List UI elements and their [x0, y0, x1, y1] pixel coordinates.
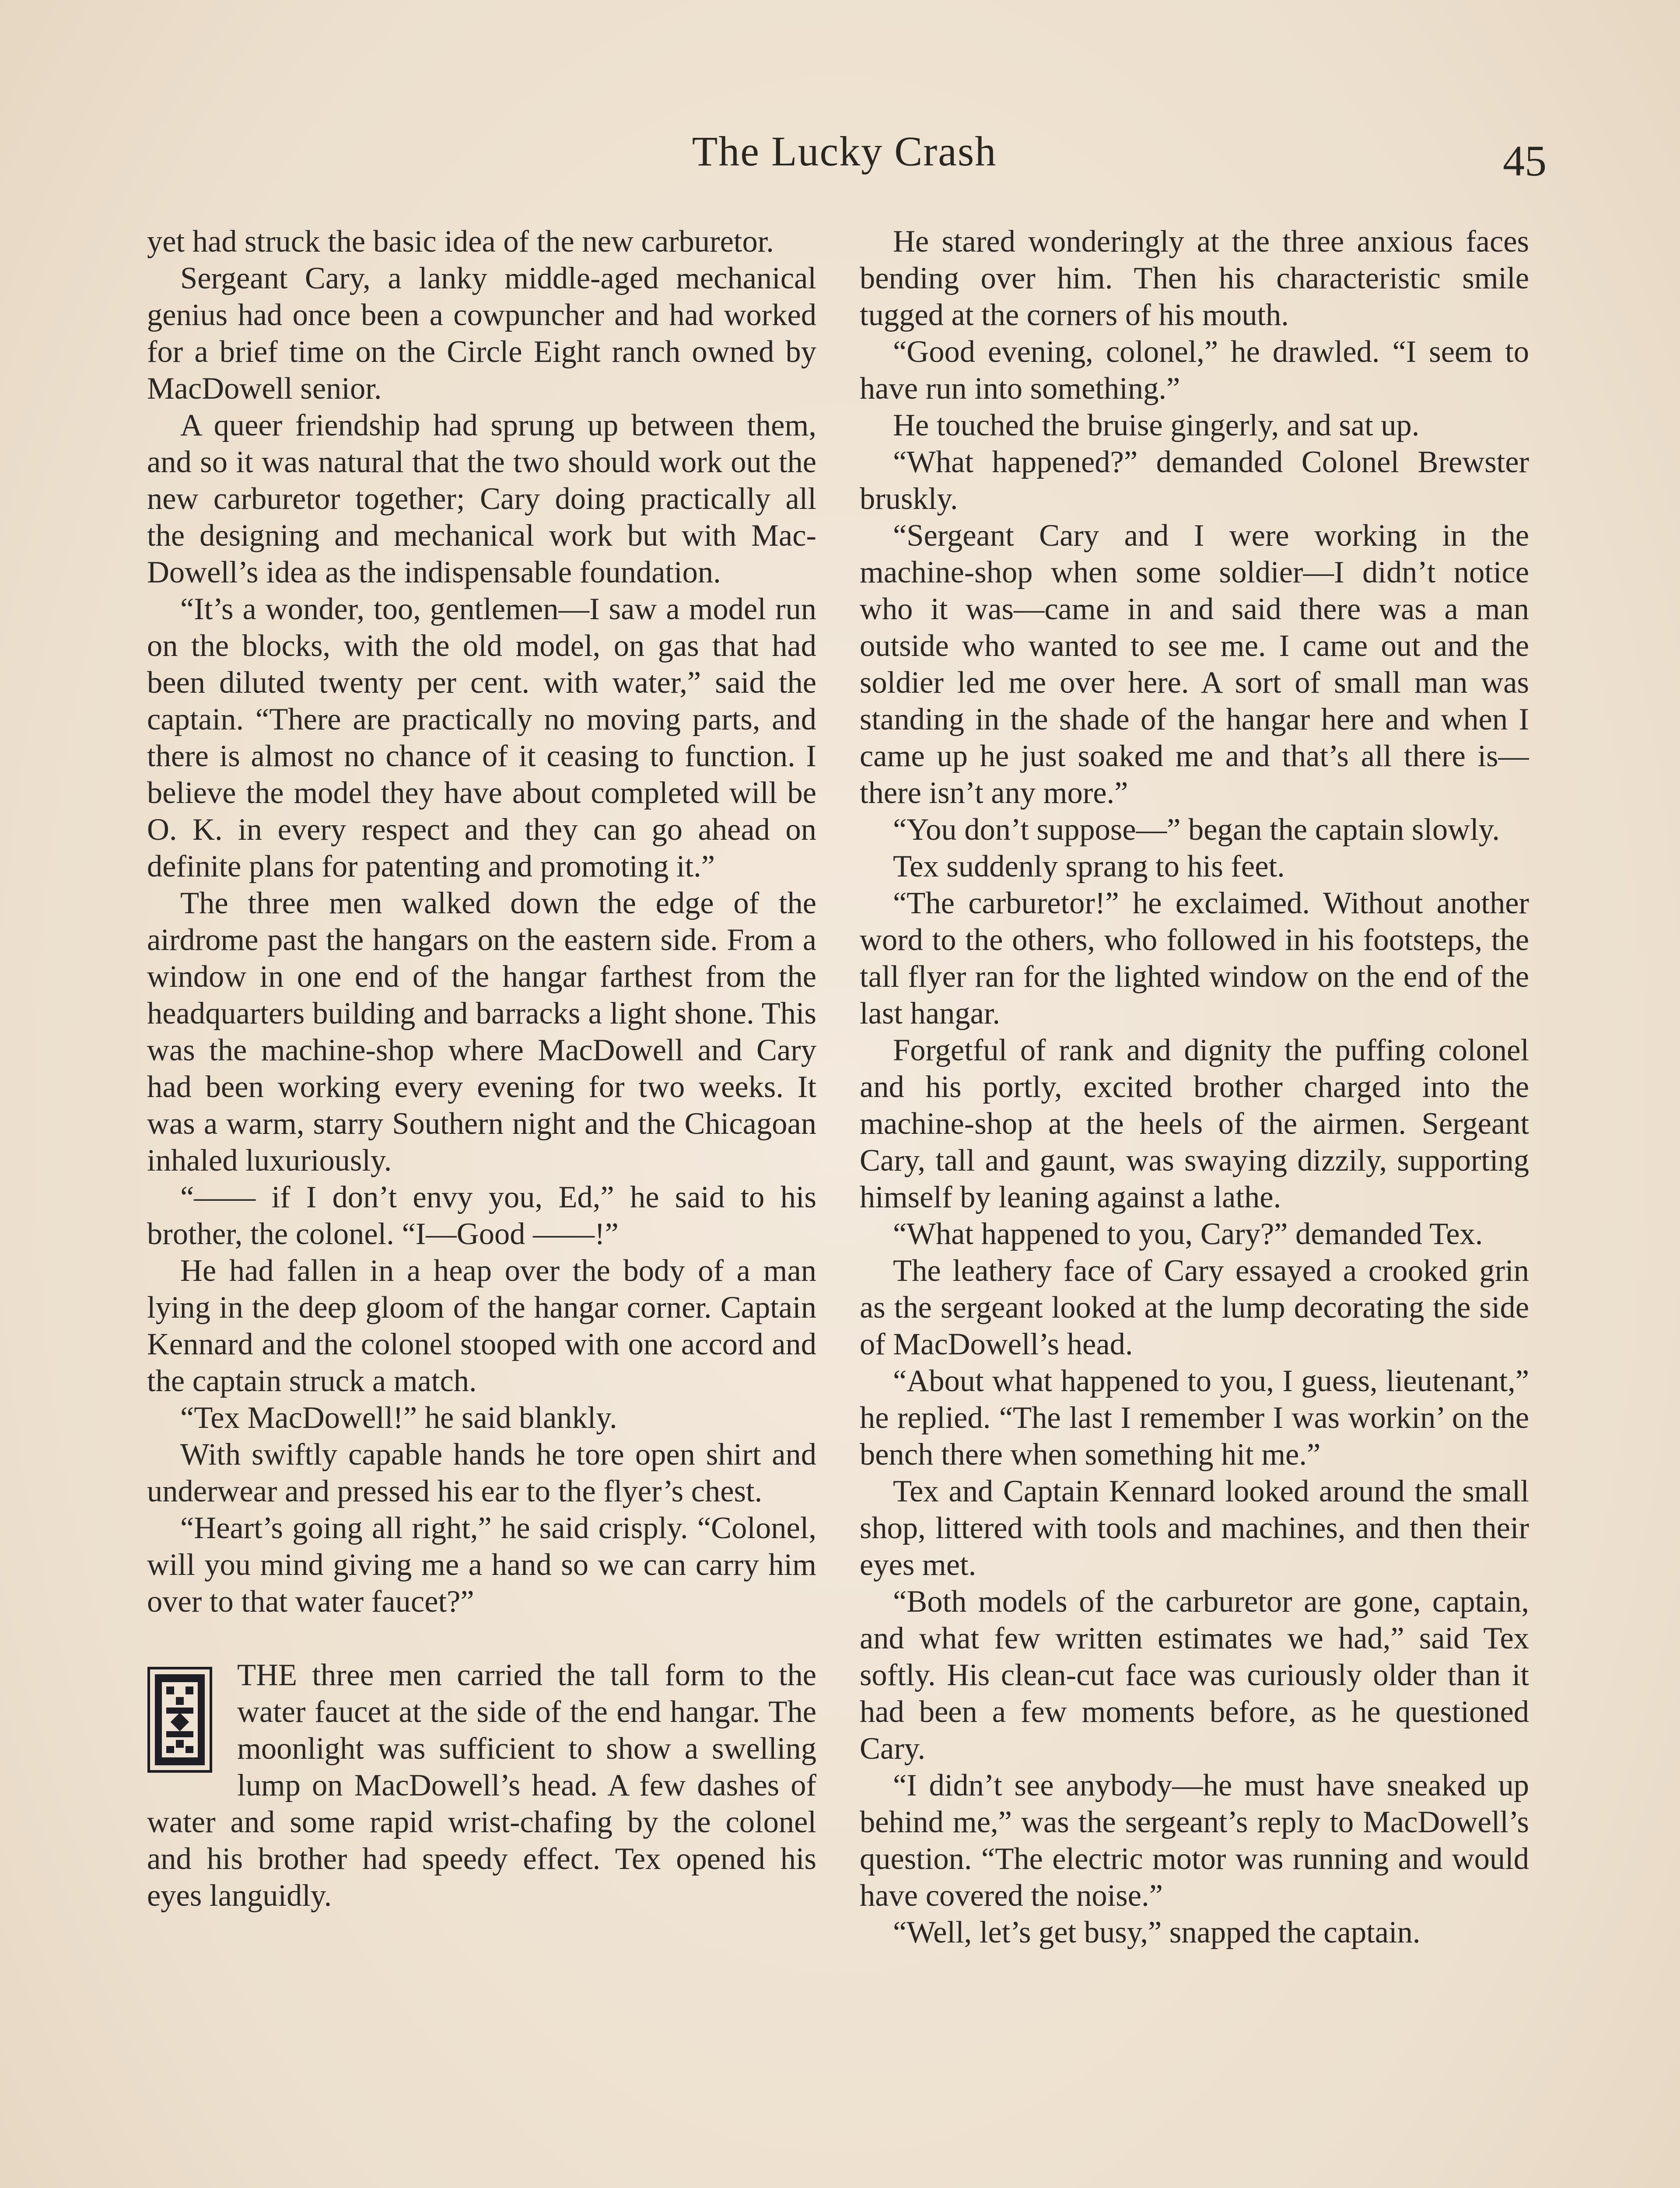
paragraph: “Sergeant Cary and I were working in the machine-shop when some soldier—I didn’t notice who it was—came in and said there was a man outside who wanted to see me. I came out and the soldier led me over here. A sort of small man was standing in the shade of the hangar here and when I came up he just soaked me and that’s all there is—there isn’t any more.” — [860, 519, 1529, 810]
paragraph: Sergeant Cary, a lanky middle-aged mechanical genius had once been a cowpuncher and had worked for a brief time on the Circle Eight ranch owned by MacDowell senior. — [147, 261, 816, 406]
paragraph: “You don’t suppose—” began the captain slowly. — [893, 813, 1500, 847]
paragraph: He stared wonderingly at the three anxious faces bending over him. Then his characteristic smile tugged at the corners of his mouth. — [860, 224, 1529, 332]
paragraph: With swiftly capable hands he tore open shirt and underwear and pressed his ear to the flyer’s chest. — [147, 1438, 816, 1508]
paragraph: “I didn’t see anybody—he must have sneaked up behind me,” was the sergeant’s reply to MacDowell’s question. “The electric motor was running and would have covered the noise.” — [860, 1768, 1529, 1913]
paragraph: Forgetful of rank and dignity the puffing colonel and his portly, excited brother charged into the machine-shop at the heels of the airmen. Sergeant Cary, tall and gaunt, was swaying dizzily, supporting himself by leaning against a lathe. — [860, 1033, 1529, 1214]
paragraph: “—— if I don’t envy you, Ed,” he said to his brother, the colonel. “I—Good ——!” — [147, 1180, 816, 1251]
paragraph: “It’s a wonder, too, gentlemen—I saw a model run on the blocks, with the old model, on gas that had been diluted twenty per cent. with water,” said the captain. “There are practically no moving parts, and there is almost no chance of it ceasing to function. I believe the model they have about completed will be O. K. in every respect and they can go ahead on definite plans for patenting and promoting it.” — [147, 592, 816, 884]
paragraph: “Tex MacDowell!” he said blankly. — [180, 1401, 617, 1435]
running-title: The Lucky Crash — [692, 128, 997, 175]
paragraph: “The carburetor!” he exclaimed. Without another word to the others, who followed in his footsteps, the tall flyer ran for the lighted window on the end of the last hangar. — [860, 886, 1529, 1031]
paragraph: A queer friendship had sprung up between them, and so it was natural that the two should work out the new carburetor together; Cary doing practically all the designing and mechanical work but with MacDowell’s idea as the indispensable foundation. — [147, 408, 816, 589]
page-number: 45 — [1503, 137, 1547, 185]
page-header — [0, 127, 1680, 188]
section-ornament-icon — [147, 1666, 213, 1773]
paragraph: “Both models of the carburetor are gone, captain, and what few written estimates we had,” said Tex softly. His clean-cut face was curiously older than it had been a few moments before, as he questioned Cary. — [860, 1585, 1529, 1766]
left-column — [147, 223, 816, 2188]
paragraph: “About what happened to you, I guess, lieutenant,” he replied. “The last I remember I was workin’ on the bench there when something hit me.” — [860, 1364, 1529, 1472]
paragraph: He touched the bruise gingerly, and sat up. — [893, 408, 1420, 442]
drop-cap-paragraph: THE three men carried the tall form to the water faucet at the side of the end hangar. The moonlight was sufficient to show a swelling lump on MacDowell’s head. A few dashes of water and some rapid wrist-chafing by the colonel and his brother had speedy effect. Tex opened his eyes languidly. — [147, 1658, 816, 1913]
paragraph: “What happened?” demanded Colonel Brewster bruskly. — [860, 445, 1529, 516]
paragraph: “Heart’s going all right,” he said crisply. “Colonel, will you mind giving me a hand so we can carry him over to that water faucet?” — [147, 1511, 816, 1619]
section-break-spacer — [147, 1620, 816, 1657]
paragraph: Tex and Captain Kennard looked around the small shop, littered with tools and machines, and then their eyes met. — [860, 1474, 1529, 1582]
paragraph: yet had struck the basic idea of the new carburetor. — [147, 224, 774, 259]
paragraph: “Good evening, colonel,” he drawled. “I seem to have run into something.” — [860, 335, 1529, 406]
paragraph: He had fallen in a heap over the body of a man lying in the deep gloom of the hangar corner. Captain Kennard and the colonel stooped with one accord and the captain struck a match. — [147, 1254, 816, 1398]
paragraph: “Well, let’s get busy,” snapped the captain. — [893, 1915, 1421, 1950]
right-column — [860, 223, 1529, 2188]
paragraph: “What happened to you, Cary?” demanded Tex. — [893, 1217, 1483, 1251]
paragraph: Tex suddenly sprang to his feet. — [893, 849, 1285, 884]
paragraph: The three men walked down the edge of the airdrome past the hangars on the eastern side. From a window in one end of the hangar farthest from the headquarters building and barracks a light shone. This was the machine-shop where MacDowell and Cary had been working every evening for two weeks. It was a warm, starry Southern night and the Chicagoan inhaled luxuriously. — [147, 886, 816, 1178]
paragraph: The leathery face of Cary essayed a crooked grin as the sergeant looked at the lump decorating the side of MacDowell’s head. — [860, 1254, 1529, 1361]
